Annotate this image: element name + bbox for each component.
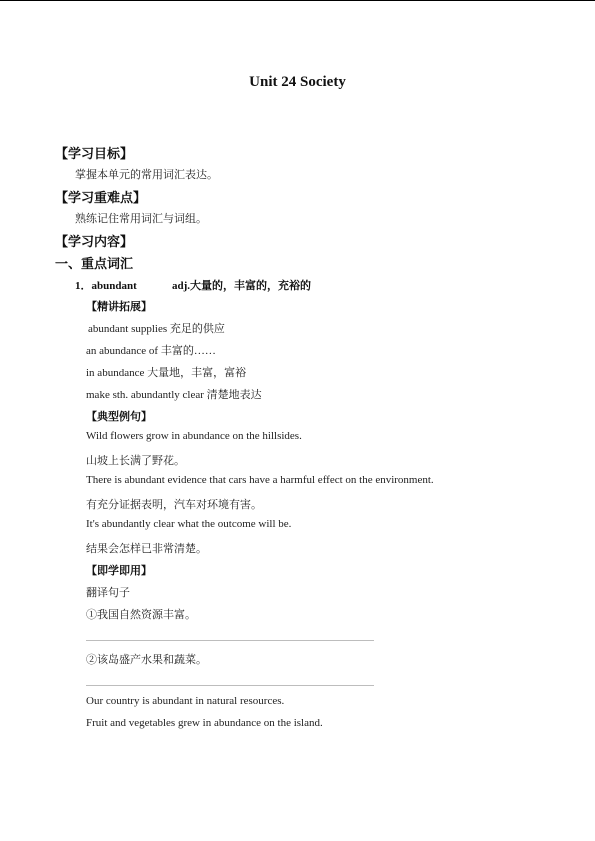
page-top-rule [0,0,595,1]
extension-heading: 【精讲拓展】 [86,300,152,313]
key-points-text: 熟练记住常用词汇与词组。 [75,213,207,225]
example-sentence-en: There is abundant evidence that cars have a harmful effect on the environment. [86,474,434,486]
vocab-section-heading: 一、重点词汇 [55,257,134,272]
examples-heading: 【典型例句】 [86,410,152,423]
key-points-heading: 【学习重难点】 [55,191,147,206]
example-sentence-zh: 山坡上长满了野花。 [86,455,185,467]
page-title: Unit 24 Society [249,74,346,90]
example-sentence-zh: 有充分证据表明，汽车对环境有害。 [86,499,262,511]
answer-blank-2[interactable] [86,685,374,686]
extension-item: abundant supplies 充足的供应 [88,323,225,335]
example-sentence-en: It's abundantly clear what the outcome will be. [86,518,292,530]
extension-item: an abundance of 丰富的…… [86,345,216,357]
practice-question-1: ①我国自然资源丰富。 [86,609,196,621]
example-sentence-zh: 结果会怎样已非常清楚。 [86,543,207,555]
practice-answer: Our country is abundant in natural resources. [86,695,285,707]
content-heading: 【学习内容】 [55,235,134,250]
extension-item: make sth. abundantly clear 清楚地表达 [86,389,262,401]
extension-item: in abundance 大量地，丰富，富裕 [86,367,247,379]
practice-instruction: 翻译句子 [86,587,130,599]
answer-blank-1[interactable] [86,640,374,641]
example-sentence-en: Wild flowers grow in abundance on the hillsides. [86,430,302,442]
word-entry-label: 1．abundant [75,280,137,292]
word-entry-definition: adj.大量的，丰富的，充裕的 [172,280,312,292]
practice-question-2: ②该岛盛产水果和蔬菜。 [86,654,207,666]
objectives-text: 掌握本单元的常用词汇表达。 [75,169,218,181]
objectives-heading: 【学习目标】 [55,147,134,162]
practice-answer: Fruit and vegetables grew in abundance on the island. [86,717,323,729]
practice-heading: 【即学即用】 [86,564,152,577]
